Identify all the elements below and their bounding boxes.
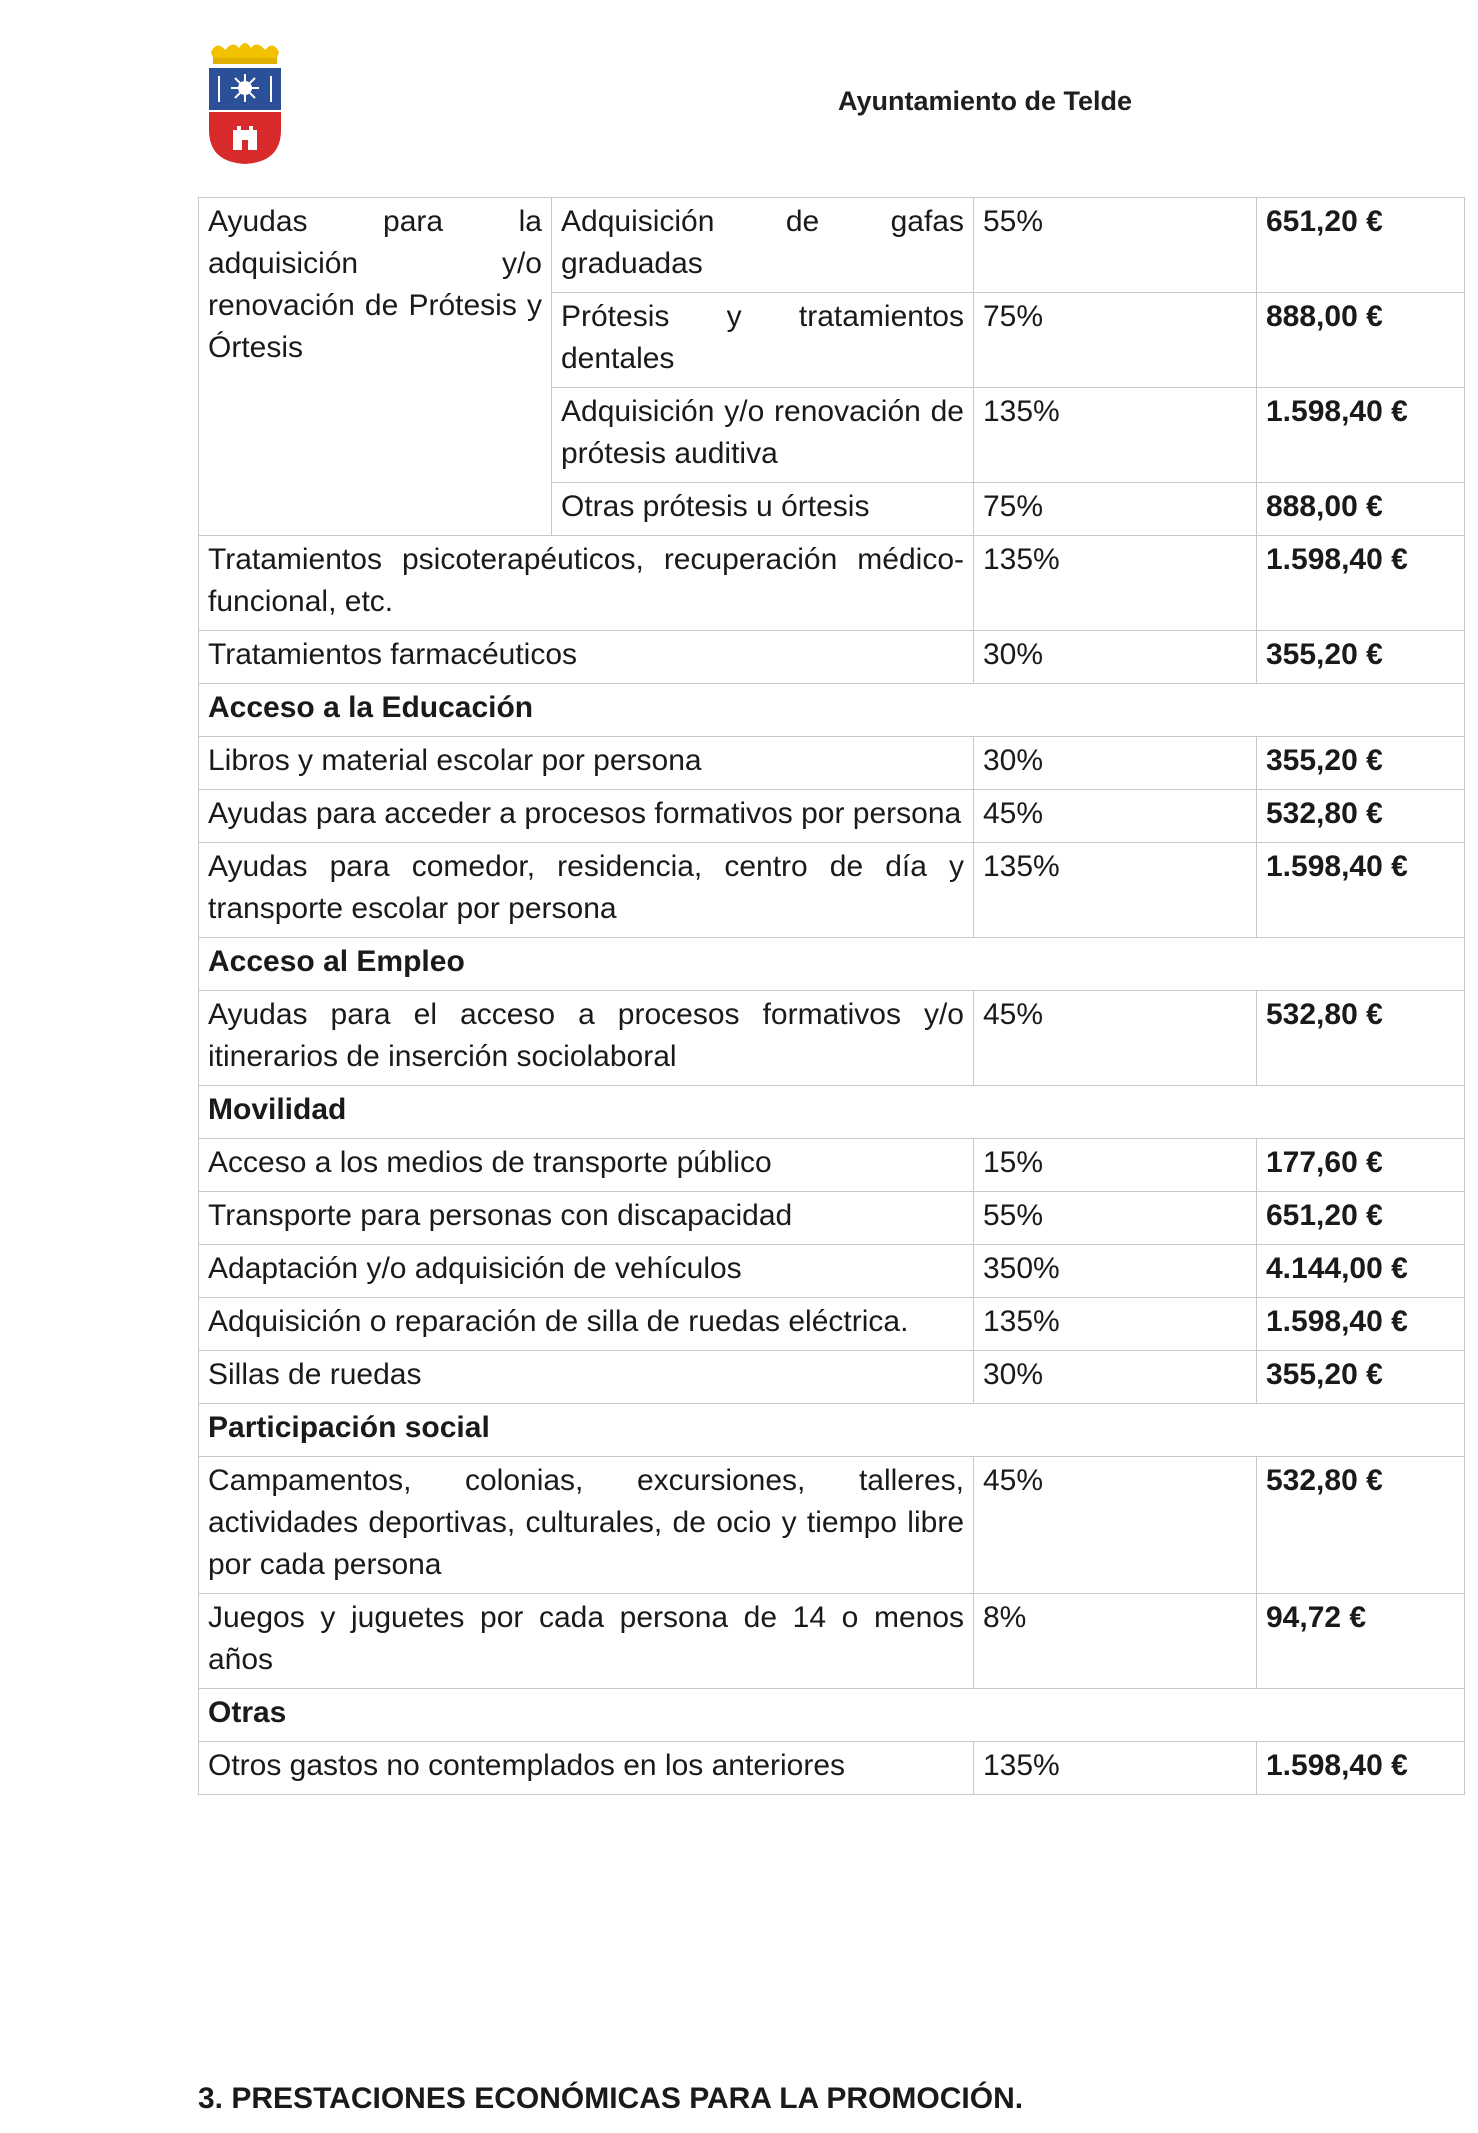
table-row bbox=[199, 1457, 1465, 1594]
section-title: Otras bbox=[199, 1689, 1465, 1742]
concept-cell: Adaptación y/o adquisición de vehículos bbox=[199, 1245, 974, 1298]
concept-cell: Otras prótesis u órtesis bbox=[552, 483, 974, 536]
table-row bbox=[199, 1742, 1465, 1795]
table-row bbox=[199, 790, 1465, 843]
table-row bbox=[199, 1298, 1465, 1351]
section-row bbox=[199, 1689, 1465, 1742]
section-row bbox=[199, 684, 1465, 737]
percent-cell: 350% bbox=[974, 1245, 1257, 1298]
percent-cell: 45% bbox=[974, 1457, 1257, 1594]
next-section-heading bbox=[198, 2082, 1023, 2116]
table-row bbox=[199, 737, 1465, 790]
group-label-cell: Ayudas para la adquisición y/o renovación de Prótesis y Órtesis bbox=[199, 198, 552, 536]
section-row bbox=[199, 1086, 1465, 1139]
percent-cell: 15% bbox=[974, 1139, 1257, 1192]
concept-cell: Adquisición de gafas graduadas bbox=[552, 198, 974, 293]
amount-cell: 651,20 € bbox=[1257, 1192, 1465, 1245]
percent-cell: 45% bbox=[974, 991, 1257, 1086]
percent-cell: 8% bbox=[974, 1594, 1257, 1689]
telde-coat-of-arms-icon bbox=[205, 38, 285, 166]
concept-cell: Ayudas para acceder a procesos formativos por persona bbox=[199, 790, 974, 843]
table-row bbox=[199, 631, 1465, 684]
amount-cell: 888,00 € bbox=[1257, 293, 1465, 388]
table-row bbox=[199, 1139, 1465, 1192]
amount-cell: 1.598,40 € bbox=[1257, 843, 1465, 938]
concept-cell: Campamentos, colonias, excursiones, talleres, actividades deportivas, culturales, de ocio y tiempo libre por cada persona bbox=[199, 1457, 974, 1594]
percent-cell: 30% bbox=[974, 631, 1257, 684]
amount-cell: 532,80 € bbox=[1257, 991, 1465, 1086]
percent-cell: 55% bbox=[974, 1192, 1257, 1245]
table-row bbox=[199, 991, 1465, 1086]
percent-cell: 135% bbox=[974, 536, 1257, 631]
amount-cell: 94,72 € bbox=[1257, 1594, 1465, 1689]
percent-cell: 30% bbox=[974, 1351, 1257, 1404]
concept-cell: Sillas de ruedas bbox=[199, 1351, 974, 1404]
section-title: Acceso a la Educación bbox=[199, 684, 1465, 737]
amount-cell: 651,20 € bbox=[1257, 198, 1465, 293]
table-row bbox=[199, 1594, 1465, 1689]
amount-cell: 532,80 € bbox=[1257, 790, 1465, 843]
amount-cell: 355,20 € bbox=[1257, 631, 1465, 684]
concept-cell: Libros y material escolar por persona bbox=[199, 737, 974, 790]
concept-cell: Prótesis y tratamientos dentales bbox=[552, 293, 974, 388]
amount-cell: 355,20 € bbox=[1257, 1351, 1465, 1404]
table-row bbox=[199, 1351, 1465, 1404]
concept-cell: Adquisición o reparación de silla de ruedas eléctrica. bbox=[199, 1298, 974, 1351]
amount-cell: 532,80 € bbox=[1257, 1457, 1465, 1594]
organization-name: Ayuntamiento de Telde bbox=[838, 86, 1133, 116]
concept-cell: Tratamientos psicoterapéuticos, recuperación médico-funcional, etc. bbox=[199, 536, 974, 631]
section-title: Participación social bbox=[199, 1404, 1465, 1457]
table-row bbox=[199, 198, 1465, 293]
percent-cell: 135% bbox=[974, 1742, 1257, 1795]
section-title: Movilidad bbox=[199, 1086, 1465, 1139]
concept-cell: Acceso a los medios de transporte público bbox=[199, 1139, 974, 1192]
section-number: 3. bbox=[198, 2082, 224, 2115]
amount-cell: 4.144,00 € bbox=[1257, 1245, 1465, 1298]
percent-cell: 135% bbox=[974, 1298, 1257, 1351]
concept-cell: Otros gastos no contemplados en los anteriores bbox=[199, 1742, 974, 1795]
concept-cell: Tratamientos farmacéuticos bbox=[199, 631, 974, 684]
amount-cell: 1.598,40 € bbox=[1257, 1742, 1465, 1795]
percent-cell: 55% bbox=[974, 198, 1257, 293]
amount-cell: 1.598,40 € bbox=[1257, 388, 1465, 483]
amount-cell: 1.598,40 € bbox=[1257, 1298, 1465, 1351]
section-row bbox=[199, 1404, 1465, 1457]
concept-cell: Transporte para personas con discapacidad bbox=[199, 1192, 974, 1245]
concept-cell: Juegos y juguetes por cada persona de 14 o menos años bbox=[199, 1594, 974, 1689]
table-row bbox=[199, 843, 1465, 938]
percent-cell: 75% bbox=[974, 293, 1257, 388]
concept-cell: Ayudas para el acceso a procesos formativos y/o itinerarios de inserción sociolaboral bbox=[199, 991, 974, 1086]
section-heading-title: PRESTACIONES ECONÓMICAS PARA LA PROMOCIÓN. bbox=[231, 2082, 1024, 2115]
percent-cell: 75% bbox=[974, 483, 1257, 536]
percent-cell: 135% bbox=[974, 388, 1257, 483]
table-row bbox=[199, 1192, 1465, 1245]
section-title: Acceso al Empleo bbox=[199, 938, 1465, 991]
concept-cell: Ayudas para comedor, residencia, centro de día y transporte escolar por persona bbox=[199, 843, 974, 938]
table-row bbox=[199, 1245, 1465, 1298]
amount-cell: 1.598,40 € bbox=[1257, 536, 1465, 631]
section-row bbox=[199, 938, 1465, 991]
percent-cell: 45% bbox=[974, 790, 1257, 843]
amount-cell: 888,00 € bbox=[1257, 483, 1465, 536]
amount-cell: 355,20 € bbox=[1257, 737, 1465, 790]
amount-cell: 177,60 € bbox=[1257, 1139, 1465, 1192]
aid-amounts-table bbox=[198, 197, 1465, 1795]
percent-cell: 135% bbox=[974, 843, 1257, 938]
table-row bbox=[199, 536, 1465, 631]
concept-cell: Adquisición y/o renovación de prótesis auditiva bbox=[552, 388, 974, 483]
percent-cell: 30% bbox=[974, 737, 1257, 790]
